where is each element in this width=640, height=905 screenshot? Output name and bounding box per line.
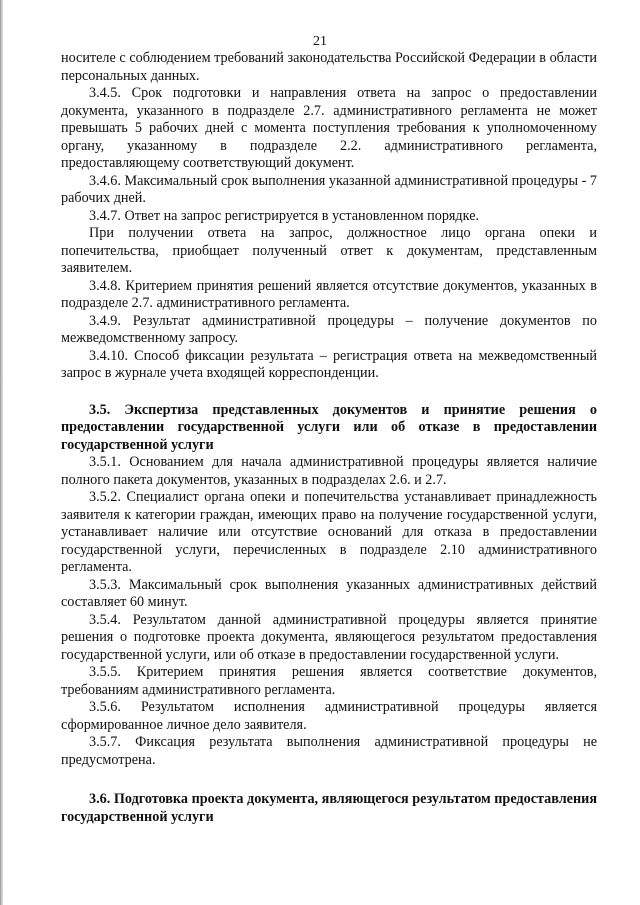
paragraph-3-5-6: 3.5.6. Результатом исполнения административной процедуры является сформированное личное дело заявителя. — [61, 699, 597, 733]
paragraph-3-5-2: 3.5.2. Специалист органа опеки и попечительства устанавливает принадлежность заявителя к категории граждан, имеющих право на получение государственной услуги, устанавливает наличие или отсутствие оснований для отказа в предоставлении государственной услуги, перечисленных в подразделе 2.10 административного регламента. — [61, 489, 597, 575]
paragraph-3-5-5: 3.5.5. Критерием принятия решения является соответствие документов, требованиям административного регламента. — [61, 664, 597, 698]
paragraph-3-5-4: 3.5.4. Результатом данной административной процедуры является принятие решения о подготовке проекта документа, являющегося результатом предоставления государственной услуги, или об отказе в предоставлении государственной услуги. — [61, 611, 597, 663]
document-body — [61, 50, 597, 826]
section-heading-3-6: 3.6. Подготовка проекта документа, являющегося результатом предоставления государственной услуги — [61, 791, 597, 825]
paragraph-3-4-6: 3.4.6. Максимальный срок выполнения указанной административной процедуры - 7 рабочих дней. — [61, 172, 597, 206]
paragraph-3-4-8: 3.4.8. Критерием принятия решений является отсутствие документов, указанных в подразделе 2.7. административного регламента. — [61, 277, 597, 311]
paragraph-3-4-5: 3.4.5. Срок подготовки и направления ответа на запрос о предоставлении документа, указанного в подразделе 2.7. административного регламента не может превышать 5 рабочих дней с момента поступления требования к уполномоченному органу, указанному в подразделе 2.2. административного регламента, предоставляющему соответствующий документ. — [61, 85, 597, 171]
paragraph-3-5-3: 3.5.3. Максимальный срок выполнения указанных административных действий составляет 60 минут. — [61, 576, 597, 610]
section-spacer — [61, 769, 597, 791]
section-spacer — [61, 383, 597, 402]
paragraph-continuation: носителе с соблюдением требований законодательства Российской Федерации в области персональных данных. — [61, 50, 597, 84]
paragraph-3-4-7: 3.4.7. Ответ на запрос регистрируется в установленном порядке. — [89, 207, 480, 224]
paragraph-3-5-1: 3.5.1. Основанием для начала административной процедуры является наличие полного пакета документов, указанных в подразделах 2.6. и 2.7. — [61, 454, 597, 488]
paragraph-3-4-10: 3.4.10. Способ фиксации результата – регистрация ответа на межведомственный запрос в журнале учета входящей корреспонденции. — [61, 347, 597, 381]
page-number: 21 — [313, 34, 327, 49]
scan-edge-shadow — [0, 0, 3, 905]
paragraph-3-5-7: 3.5.7. Фиксация результата выполнения административной процедуры не предусмотрена. — [61, 734, 597, 768]
paragraph-3-4-9: 3.4.9. Результат административной процедуры – получение документов по межведомственному запросу. — [61, 312, 597, 346]
paragraph-response-handling: При получении ответа на запрос, должностное лицо органа опеки и попечительства, приобщает полученный ответ к документам, представленным заявителем. — [61, 225, 597, 276]
section-heading-3-5: 3.5. Экспертиза представленных документов и принятие решения о предоставлении государственной услуги или об отказе в предоставлении государственной услуги — [61, 401, 597, 453]
